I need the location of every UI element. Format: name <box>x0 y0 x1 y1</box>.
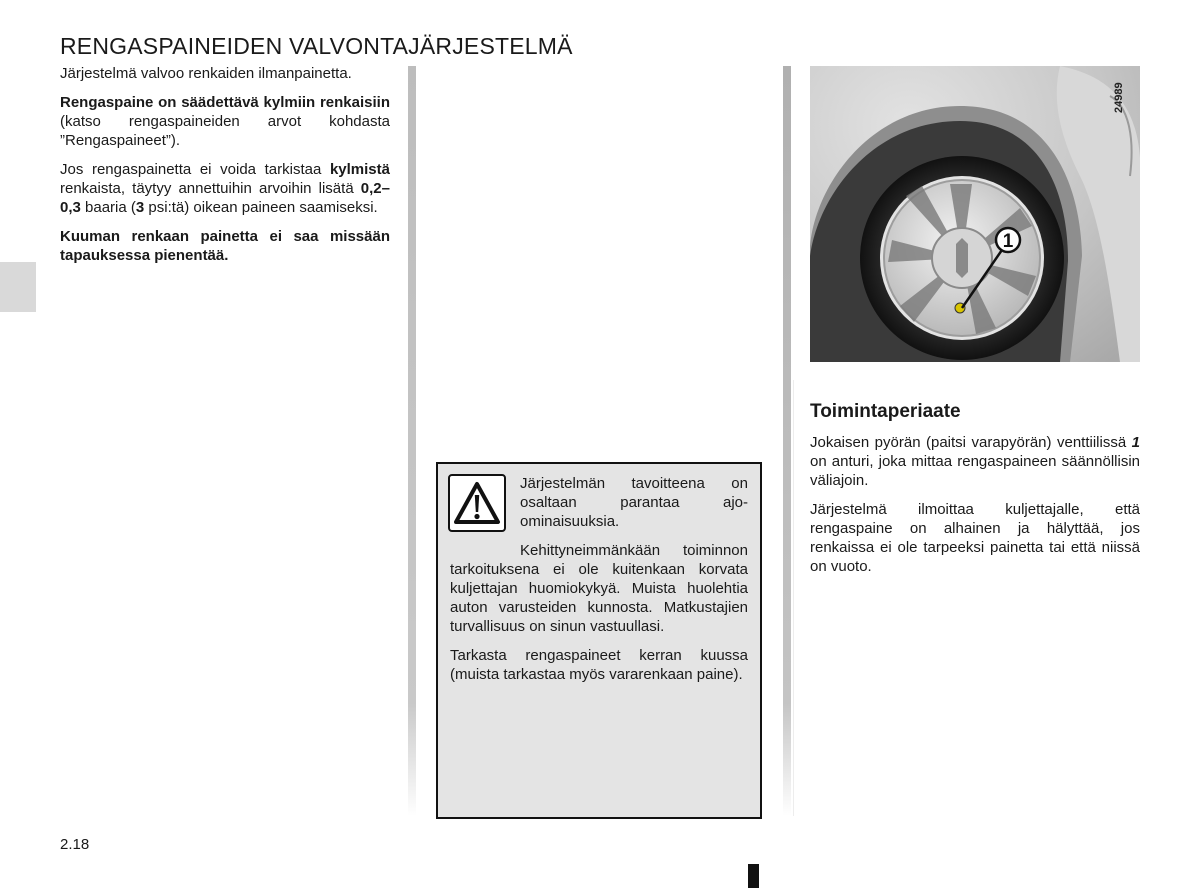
warm-tyre-text-a: Jos rengaspainetta ei voida tarkistaa <box>60 161 330 178</box>
warm-tyre-text-c: renkaista, täytyy annettuihin arvoihin lisätä <box>60 180 361 197</box>
intro-paragraph: Järjestelmä valvoo renkaiden ilmanpainetta. <box>60 65 352 82</box>
principle-callout-ref: 1 <box>1131 434 1140 451</box>
warm-tyre-paragraph <box>60 160 390 217</box>
warning-paragraph-3: Tarkasta rengaspaineet kerran kuussa (muista tarkastaa myös vararenkaan paine). <box>450 647 748 683</box>
principle-text-a: Jokaisen pyörän (paitsi varapyörän) venttiilissä <box>810 434 1132 451</box>
cold-tyre-paragraph <box>60 93 390 150</box>
cold-tyre-text: (katso rengaspaineiden arvot kohdasta ”Rengaspaineet”). <box>60 113 390 149</box>
principle-paragraph-2: Järjestelmä ilmoittaa kuljettajalle, että rengaspaine on alhainen ja hälyttää, jos renkaissa ei ole tarpeeksi painetta tai että niissä on vuoto. <box>810 501 1140 575</box>
warm-tyre-bold-f: 3 <box>135 199 145 216</box>
page-number: 2.18 <box>60 836 90 853</box>
warning-box <box>436 462 762 819</box>
warning-paragraph-2: Kehittyneimmänkään toiminnon tarkoituksena ei ole kuitenkaan korvata kuljettajan huomiokykyä. Muista huolehtia auton varusteiden kunnosta. Matkustajien turvallisuus on sinun vastuullasi. <box>450 542 748 635</box>
warm-tyre-bold-b: kylmistä <box>329 161 390 178</box>
section-heading: Toimintaperiaate <box>810 401 961 422</box>
page-edge-marker <box>748 864 759 888</box>
warning-paragraph-1: Järjestelmän tavoitteena on osaltaan parantaa ajo-ominaisuuksia. <box>520 475 748 530</box>
warm-tyre-bold-d: 0,2–0,3 <box>60 180 390 216</box>
hot-tyre-bold: Kuuman renkaan painetta ei saa missään tapauksessa pienentää. <box>60 228 390 264</box>
chapter-tab <box>0 262 36 312</box>
warm-tyre-text-e: baaria ( <box>80 199 136 216</box>
hot-tyre-paragraph <box>60 227 390 265</box>
page-title: RENGASPAINEIDEN VALVONTAJÄRJESTELMÄ <box>60 33 573 60</box>
principle-text-c: on anturi, joka mittaa rengaspaineen säännöllisin väliajoin. <box>810 453 1140 489</box>
valve-callout-label: 1 <box>1002 231 1014 252</box>
left-column <box>60 64 390 275</box>
cold-tyre-bold: Rengaspaine on säädettävä kylmiin renkaisiin <box>60 94 390 111</box>
wheel-illustration <box>810 66 1140 362</box>
warning-triangle-icon <box>448 474 506 532</box>
column-divider-right <box>783 66 791 816</box>
column-divider-thin <box>793 380 794 816</box>
warm-tyre-text-g: psi:tä) oikean paineen saamiseksi. <box>144 199 378 216</box>
principle-paragraph-1 <box>810 433 1140 490</box>
right-column <box>810 433 1140 586</box>
column-divider-left <box>408 66 416 816</box>
figure-code: 24989 <box>1113 82 1125 114</box>
